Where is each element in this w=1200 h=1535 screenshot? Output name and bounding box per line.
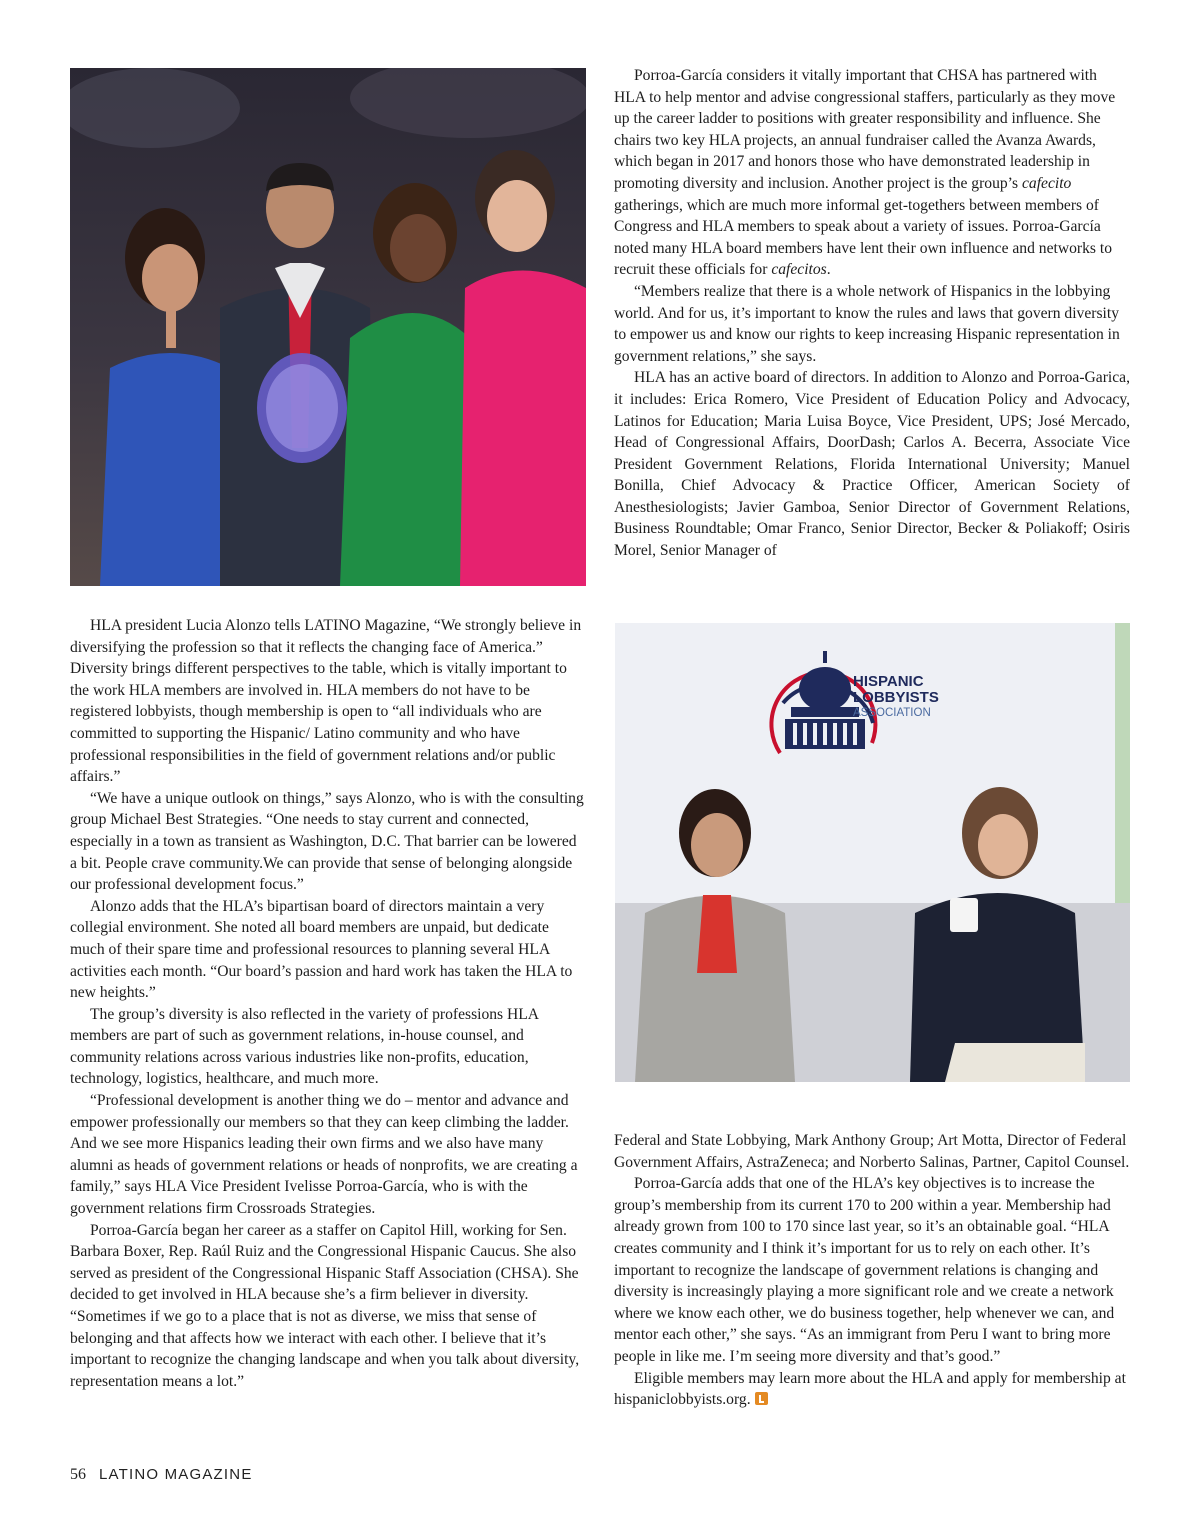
logo-text-lobbyists: LOBBYISTS (853, 689, 939, 706)
logo-text-hispanic: HISPANIC (853, 673, 924, 690)
article-column-top-right (614, 65, 1130, 562)
paragraph: Federal and State Lobbying, Mark Anthony Group; Art Motta, Director of Federal Government Affairs, AstraZeneca; and Norberto Salinas, Partner, Capitol Counsel. (614, 1132, 1130, 1171)
paragraph: Eligible members may learn more about the HLA and apply for membership at hispaniclobbyists.org. (614, 1369, 1126, 1409)
paragraph: “Members realize that there is a whole network of Hispanics in the lobbying world. And for us, it’s important to know the rules and laws that govern diversity to empower us and know our rights to keep increasing Hispanic representation in government relations,” she says. (614, 282, 1120, 365)
article-column-left (70, 615, 586, 1392)
magazine-name: LATINO MAGAZINE (98, 1466, 253, 1483)
article-column-bottom-right (614, 1130, 1130, 1411)
logo-text-association: ASSOCIATION (853, 707, 931, 719)
paragraph: HLA president Lucia Alonzo tells LATINO Magazine, “We strongly believe in diversifying the profession so that it reflects the changing face of America.” Diversity brings different perspectives to the table, which is vitally important to the work HLA members are involved in. HLA members do not have to be registered lobbyists, though membership is open to “all individuals who are committed to supporting the Hispanic/ Latino community and who have professional responsibilities in the field of government relations and/or public affairs.” (70, 617, 582, 786)
paragraph: HLA has an active board of directors. In addition to Alonzo and Porroa-Garica, it includes: Erica Romero, Vice President of Education Policy and Advocacy, Latinos for Education; Maria Luisa Boyce, Vice President, UPS; José Mercado, Head of Congressional Affairs, DoorDash; Carlos A. Becerra, Associate Vice President Government Relations, Florida International University; Manuel Bonilla, Chief Advocacy & Practice Officer, American Society of Anesthesiologists; Javier Gamboa, Senior Director of Government Relations, Business Roundtable; Omar Franco, Senior Director, Becker & Poliakoff; Osiris Morel, Senior Manager of (614, 369, 1130, 560)
paragraph: “Professional development is another thing we do – mentor and advance and empower professionally our members so that they can keep climbing the ladder. And we see more Hispanics leading their own firms and we also have many alumni as heads of government relations or heads of nonprofits, we are creating a family,” says HLA Vice President Ivelisse Porroa-García, who is with the government relations firm Crossroads Strategies. (70, 1092, 578, 1218)
page-footer (70, 1466, 253, 1484)
paragraph: Alonzo adds that the HLA’s bipartisan board of directors maintain a very collegial environment. She noted all board members are unpaid, but dedicate much of their spare time and professional resources to planning several HLA activities each month. “Our board’s passion and hard work has taken the HLA to new heights.” (70, 897, 573, 1002)
award-group-photo (70, 68, 586, 586)
page-number: 56 (70, 1466, 86, 1483)
paragraph: Porroa-García adds that one of the HLA’s key objectives is to increase the group’s membership from its current 170 to 200 within a year. Membership had already grown from 100 to 170 since last year, so it’s an obtainable goal. “HLA creates community and I think it’s important for us to rely on each other. It’s important to recognize the landscape of government relations is changing and diversity is increasingly playing a more significant role and we create a network where we know each other, we do business together, help whenever we can, and mentor each other,” she says. “As an immigrant from Peru I want to bring more people in like me. I’m seeing more diversity and that’s good.” (614, 1175, 1115, 1365)
paragraph: Porroa-García began her career as a staffer on Capitol Hill, working for Sen. Barbara Boxer, Rep. Raúl Ruiz and the Congressional Hispanic Caucus. She also served as president of the Congressional Hispanic Staff Association (CHSA). She decided to get involved in HLA because she’s a firm believer in diversity. “Sometimes if we go to a place that is not as diverse, we miss that sense of belonging and that affects how we interact with each other. I believe that it’s important to recognize the changing landscape and when you talk about diversity, representation means a lot.” (70, 1221, 580, 1390)
paragraph: Porroa-García considers it vitally important that CHSA has partnered with HLA to help mentor and advise congressional staffers, particularly as they move up the career ladder to positions with greater responsibility and influence. She chairs two key HLA projects, an annual fundraiser called the Avanza Awards, which began in 2017 and honors those who have demonstrated leadership in promoting diversity and inclusion. Another project is the group’s cafecito gatherings, which are much more informal get-togethers between members of Congress and HLA members to speak about a variety of issues. Porroa-García noted many HLA board members have lent their own influence and networks to recruit these officials for cafecitos. (614, 67, 1116, 279)
paragraph: “We have a unique outlook on things,” says Alonzo, who is with the consulting group Michael Best Strategies. “One needs to stay current and connected, especially in a town as transient as Washington, D.C. That barrier can be lowered a bit. People crave community.We can provide that sense of belonging alongside our professional development focus.” (70, 789, 584, 894)
award-group-illustration (70, 68, 586, 586)
panel-discussion-photo (615, 623, 1130, 1082)
article-end-icon (755, 1392, 768, 1405)
paragraph: The group’s diversity is also reflected in the variety of professions HLA members are part of such as government relations, in-house counsel, and community relations across various industries like non-profits, education, technology, logistics, healthcare, and much more. (70, 1005, 539, 1088)
panel-illustration (615, 623, 1130, 1082)
